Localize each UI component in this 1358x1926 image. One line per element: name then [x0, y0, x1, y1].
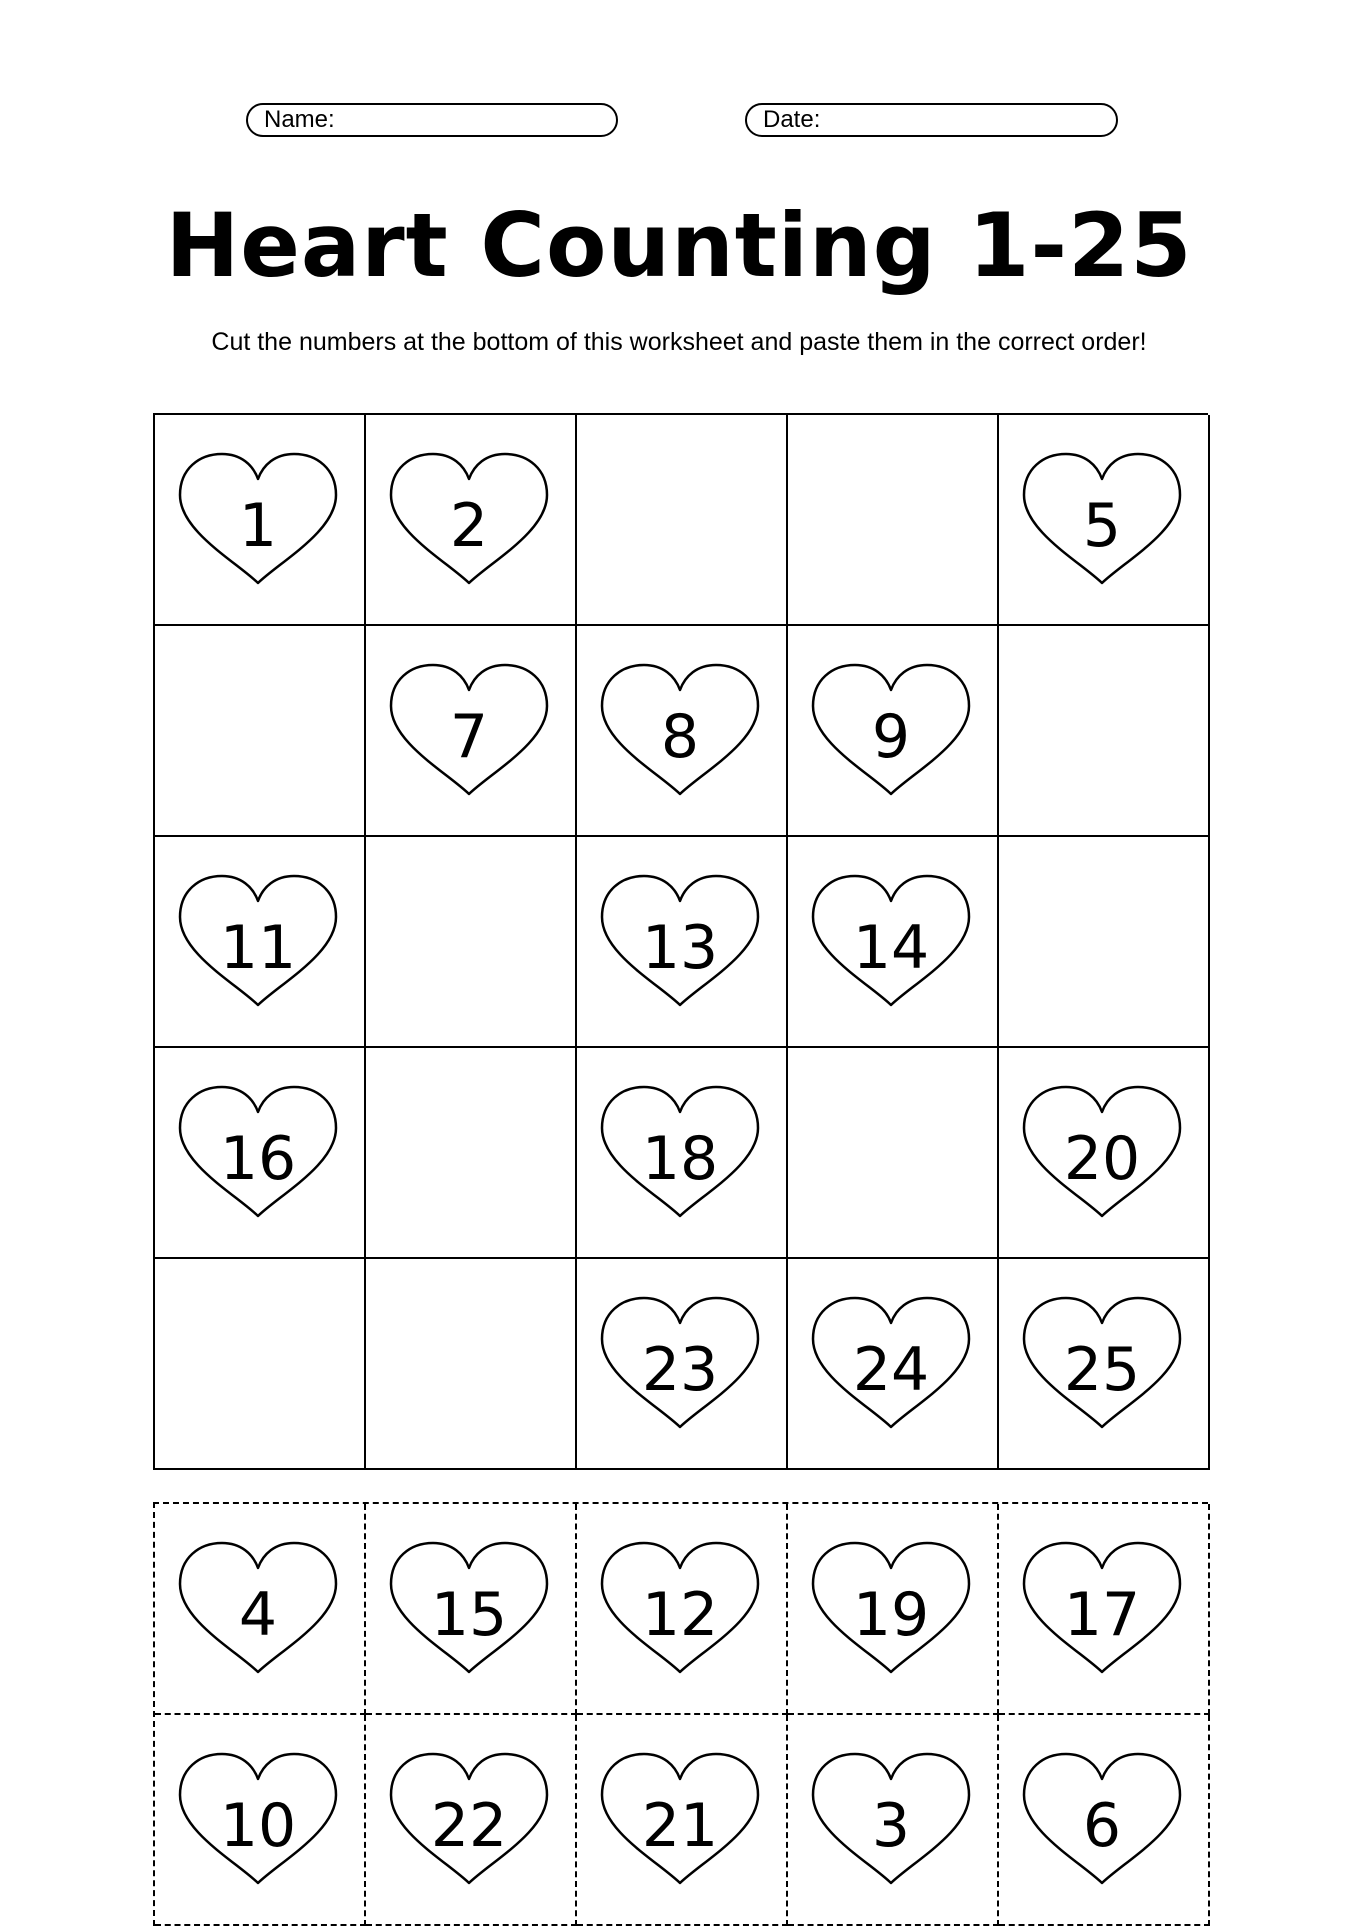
answer-cell: [155, 415, 366, 626]
heart-icon: [1019, 1538, 1185, 1680]
answer-cell: [155, 626, 366, 837]
answer-cell: [999, 1259, 1210, 1470]
heart-icon: [175, 1749, 341, 1891]
answer-cell: [366, 1259, 577, 1470]
heart-number: 18: [641, 1124, 719, 1194]
name-label: Name:: [264, 106, 335, 133]
instructions-text: Cut the numbers at the bottom of this worksheet and paste them in the correct order!: [211, 328, 1147, 356]
heart-icon: [1019, 449, 1185, 591]
heart-icon: [386, 449, 552, 591]
answer-cell: [999, 626, 1210, 837]
heart-icon: [597, 1538, 763, 1680]
answer-cell: [788, 837, 999, 1048]
answer-cell: [366, 1048, 577, 1259]
heart-number: 20: [1063, 1124, 1141, 1194]
cutout-grid: [153, 1502, 1208, 1926]
cutout-cell: [155, 1715, 366, 1926]
heart-number: 4: [238, 1580, 278, 1650]
heart-number: 12: [641, 1580, 719, 1650]
answer-cell: [577, 1259, 788, 1470]
heart-icon: [597, 871, 763, 1013]
answer-cell: [577, 415, 788, 626]
heart-icon: [597, 1293, 763, 1435]
heart-icon: [597, 1082, 763, 1224]
answer-cell: [155, 1259, 366, 1470]
cutout-cell: [999, 1715, 1210, 1926]
heart-number: 3: [871, 1791, 911, 1861]
heart-number: 11: [219, 913, 297, 983]
heart-number: 15: [430, 1580, 508, 1650]
heart-number: 21: [641, 1791, 719, 1861]
heart-number: 22: [430, 1791, 508, 1861]
heart-icon: [808, 871, 974, 1013]
cutout-cell: [577, 1504, 788, 1715]
heart-icon: [808, 1538, 974, 1680]
answer-cell: [366, 626, 577, 837]
heart-number: 13: [641, 913, 719, 983]
answer-cell: [577, 626, 788, 837]
heart-number: 8: [660, 702, 700, 772]
heart-number: 17: [1063, 1580, 1141, 1650]
heart-number: 1: [238, 491, 278, 561]
heart-number: 23: [641, 1335, 719, 1405]
answer-cell: [999, 1048, 1210, 1259]
heart-icon: [597, 660, 763, 802]
answer-cell: [366, 415, 577, 626]
answer-cell: [788, 1048, 999, 1259]
heart-number: 25: [1063, 1335, 1141, 1405]
heart-icon: [175, 449, 341, 591]
cutout-cell: [366, 1504, 577, 1715]
heart-number: 16: [219, 1124, 297, 1194]
cutout-cell: [366, 1715, 577, 1926]
answer-cell: [155, 837, 366, 1048]
answer-cell: [788, 1259, 999, 1470]
worksheet-title: Heart Counting 1-25: [165, 194, 1193, 297]
heart-icon: [175, 1538, 341, 1680]
heart-icon: [1019, 1082, 1185, 1224]
name-field[interactable]: [246, 103, 618, 137]
cutout-cell: [577, 1715, 788, 1926]
answer-cell: [577, 837, 788, 1048]
heart-icon: [808, 660, 974, 802]
answer-cell: [788, 626, 999, 837]
heart-number: 6: [1082, 1791, 1122, 1861]
heart-icon: [175, 871, 341, 1013]
heart-icon: [1019, 1749, 1185, 1891]
answer-cell: [577, 1048, 788, 1259]
cutout-cell: [788, 1715, 999, 1926]
answer-cell: [999, 415, 1210, 626]
date-label: Date:: [763, 106, 821, 133]
heart-icon: [175, 1082, 341, 1224]
answer-grid: [153, 413, 1208, 1470]
heart-number: 19: [852, 1580, 930, 1650]
heart-number: 9: [871, 702, 911, 772]
heart-number: 7: [449, 702, 489, 772]
date-field[interactable]: [745, 103, 1118, 137]
answer-cell: [999, 837, 1210, 1048]
cutout-cell: [999, 1504, 1210, 1715]
heart-icon: [808, 1749, 974, 1891]
heart-number: 14: [852, 913, 930, 983]
answer-cell: [155, 1048, 366, 1259]
heart-icon: [386, 1538, 552, 1680]
answer-cell: [366, 837, 577, 1048]
heart-icon: [386, 660, 552, 802]
heart-icon: [597, 1749, 763, 1891]
heart-number: 2: [449, 491, 489, 561]
heart-number: 5: [1082, 491, 1122, 561]
heart-icon: [386, 1749, 552, 1891]
heart-icon: [808, 1293, 974, 1435]
cutout-cell: [155, 1504, 366, 1715]
heart-number: 24: [852, 1335, 930, 1405]
answer-cell: [788, 415, 999, 626]
heart-number: 10: [219, 1791, 297, 1861]
cutout-cell: [788, 1504, 999, 1715]
heart-icon: [1019, 1293, 1185, 1435]
